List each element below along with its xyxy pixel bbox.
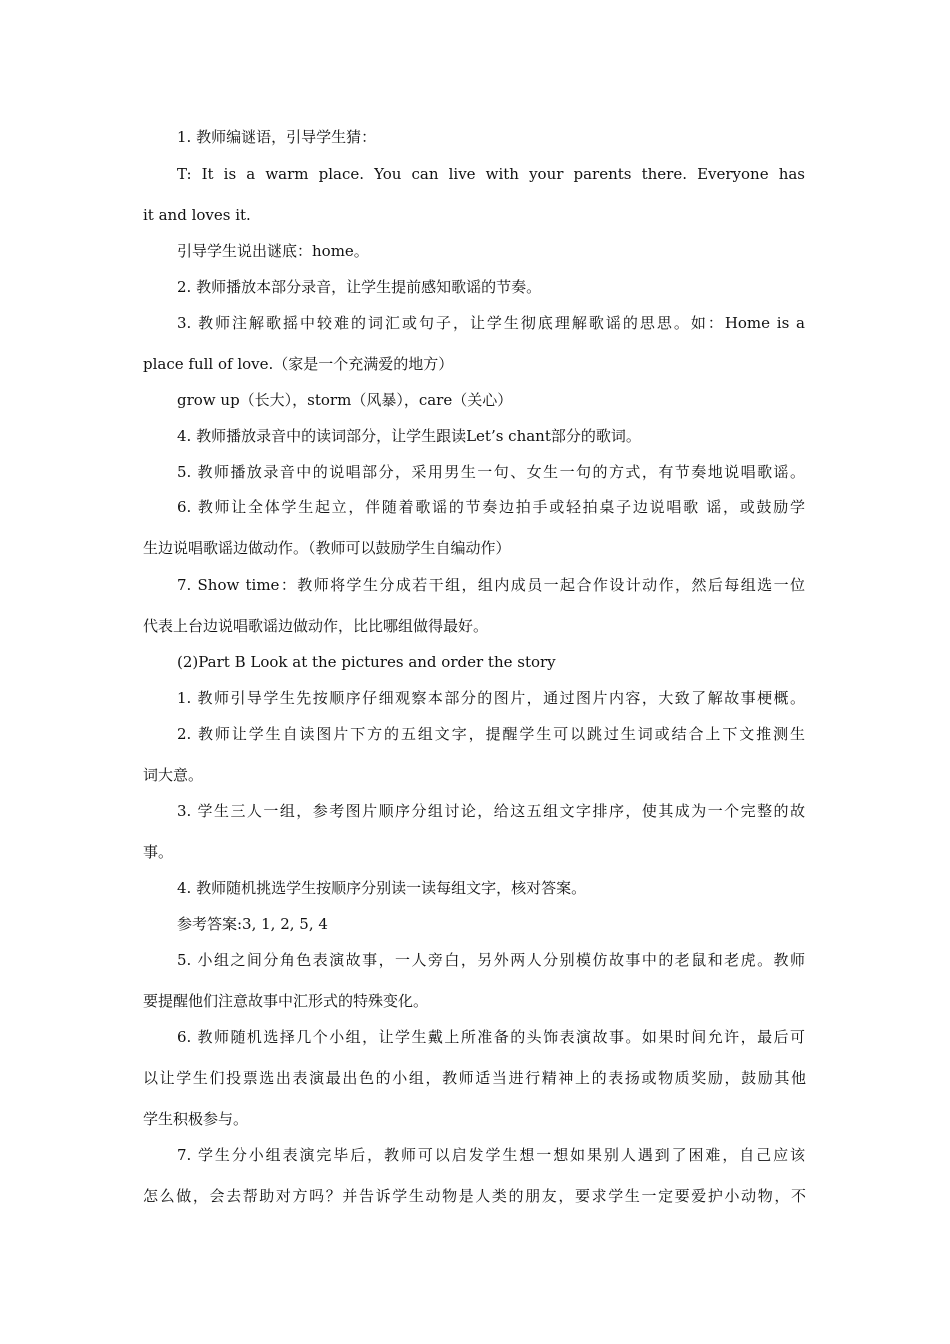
paragraph-line: 3. 学生三人一组，参考图片顺序分组讨论，给这五组文字排序，使其成为一个完整的故 (177, 802, 805, 820)
paragraph-line: 6. 教师让全体学生起立，伴随着歌谣的节奏边拍手或轻拍桌子边说唱歌 谣，或鼓励学 (177, 498, 805, 516)
paragraph-line: 6. 教师随机选择几个小组，让学生戴上所准备的头饰表演故事。如果时间允许，最后可 (177, 1028, 805, 1046)
paragraph-line: 代表上台边说唱歌谣边做动作，比比哪组做得最好。 (143, 617, 489, 635)
paragraph-line: 以让学生们投票选出表演最出色的小组，教师适当进行精神上的表扬或物质奖励，鼓励其他 (143, 1069, 806, 1087)
paragraph-line: 7. 学生分小组表演完毕后，教师可以启发学生想一想如果别人遇到了困难，自己应该 (177, 1146, 805, 1164)
paragraph-line: (2)Part B Look at the pictures and order the story (177, 653, 556, 671)
paragraph-line: 5. 教师播放录音中的说唱部分，采用男生一句、女生一句的方式，有节奏地说唱歌谣。 (177, 463, 805, 481)
paragraph-line: 1. 教师引导学生先按顺序仔细观察本部分的图片，通过图片内容，大致了解故事梗概。 (177, 689, 805, 707)
paragraph-line: 要提醒他们注意故事中汇形式的特殊变化。 (143, 992, 429, 1010)
paragraph-line: place full of love.（家是一个充满爱的地方） (143, 355, 454, 373)
paragraph-line: 引导学生说出谜底：home。 (177, 242, 369, 260)
paragraph-line: 1. 教师编谜语，引导学生猜： (177, 128, 377, 146)
paragraph-line: 怎么做，会去帮助对方吗？并告诉学生动物是人类的朋友，要求学生一定要爱护小动物，不 (143, 1187, 806, 1205)
paragraph-line: grow up（长大），storm（风暴），care（关心） (177, 391, 513, 409)
paragraph-line: 4. 教师播放录音中的读词部分，让学生跟读Let’s chant部分的歌词。 (177, 427, 641, 445)
paragraph-line: it and loves it. (143, 206, 251, 224)
paragraph-line: T: It is a warm place. You can live with your parents there. Everyone has (177, 165, 805, 183)
paragraph-line: 5. 小组之间分角色表演故事，一人旁白，另外两人分别模仿故事中的老鼠和老虎。教师 (177, 951, 805, 969)
paragraph-line: 事。 (143, 843, 174, 861)
paragraph-line: 4. 教师随机挑选学生按顺序分别读一读每组文字，核对答案。 (177, 879, 587, 897)
paragraph-line: 2. 教师播放本部分录音，让学生提前感知歌谣的节奏。 (177, 278, 542, 296)
paragraph-line: 3. 教师注解歌摇中较难的词汇或句子，让学生彻底理解歌谣的思思。如：Home is a (177, 314, 805, 332)
paragraph-line: 参考答案:3, 1, 2, 5, 4 (177, 915, 328, 933)
paragraph-line: 2. 教师让学生自读图片下方的五组文字，提醒学生可以跳过生词或结合上下文推测生 (177, 725, 805, 743)
paragraph-line: 7. Show time：教师将学生分成若干组，组内成员一起合作设计动作，然后每组选一位 (177, 576, 805, 594)
paragraph-line: 生边说唱歌谣边做动作。（教师可以鼓励学生自编动作） (143, 539, 511, 557)
paragraph-line: 词大意。 (143, 766, 204, 784)
paragraph-line: 学生积极参与。 (143, 1110, 249, 1128)
